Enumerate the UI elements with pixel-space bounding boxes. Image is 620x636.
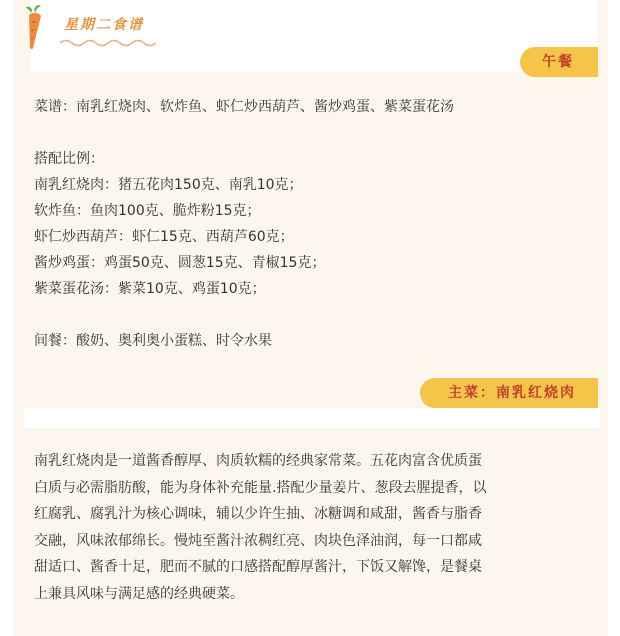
ratio-item: 酱炒鸡蛋：鸡蛋50克、圆葱15克、青椒15克； <box>34 255 326 271</box>
day-title: 星期二食谱 <box>64 17 144 33</box>
lunch-tag: 午餐 <box>520 47 598 77</box>
section-divider <box>24 408 600 428</box>
description-line: 甜适口、酱香十足，肥而不腻的口感搭配醇厚酱汁，下饭又解馋，是餐桌 <box>34 559 482 575</box>
ratio-item: 软炸鱼：鱼肉100克、脆炸粉15克； <box>34 203 261 219</box>
description-line: 南乳红烧肉是一道酱香醇厚、肉质软糯的经典家常菜。五花肉富含优质蛋 <box>34 453 482 469</box>
ratio-item: 南乳红烧肉：猪五花肉150克、南乳10克； <box>34 177 303 193</box>
snack-line: 间餐：酸奶、奥利奥小蛋糕、时令水果 <box>34 333 272 349</box>
header-band <box>30 0 598 72</box>
menu-line: 菜谱：南乳红烧肉、软炸鱼、虾仁炒西葫芦、酱炒鸡蛋、紫菜蛋花汤 <box>34 99 454 115</box>
menu-section <box>34 94 454 354</box>
carrot-icon <box>20 4 48 52</box>
ratio-item: 虾仁炒西葫芦：虾仁15克、西葫芦60克； <box>34 229 294 245</box>
description-line: 白质与必需脂肪酸，能为身体补充能量.搭配少量姜片、葱段去腥提香，以 <box>34 479 487 496</box>
ratio-item: 紫菜蛋花汤：紫菜10克、鸡蛋10克； <box>34 281 266 297</box>
description-line: 交融，风味浓郁绵长。慢炖至酱汁浓稠红亮、肉块色泽油润，每一口都咸 <box>34 532 482 549</box>
description-line: 上兼具风味与满足感的经典硬菜。 <box>34 585 244 602</box>
description-line: 红腐乳、腐乳汁为核心调味，辅以少许生抽、冰糖调和咸甜，酱香与脂香 <box>34 506 482 522</box>
dish-description <box>34 448 594 607</box>
main-dish-tag: 主菜：南乳红烧肉 <box>420 378 598 408</box>
wave-decoration <box>60 38 160 48</box>
ratio-title: 搭配比例： <box>34 151 104 167</box>
